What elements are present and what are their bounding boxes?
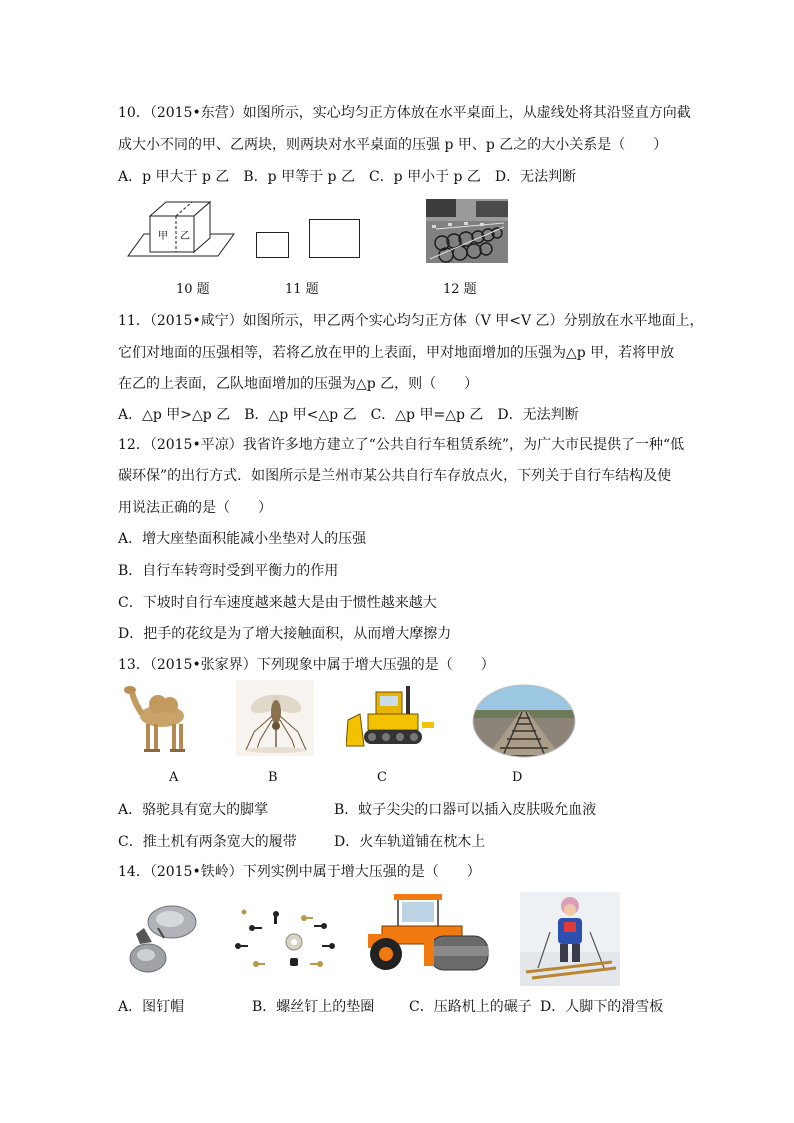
q14-option-c: C．压路机上的碾子 (409, 999, 532, 1015)
q14-stem: 14．（2015•铁岭）下列实例中属于增大压强的是（ ） (118, 864, 481, 880)
skier-image (520, 892, 620, 986)
q11-stem-line3: 在乙的上表面，乙队地面增加的压强为△p 乙，则（ ） (118, 376, 479, 392)
q12-option-a: A．增大座垫面积能减小坐垫对人的压强 (118, 531, 367, 547)
q13-option-b: B．蚊子尖尖的口器可以插入皮肤吸允血液 (334, 802, 597, 818)
thumbtack-image (122, 898, 202, 978)
q10-options: A．p 甲大于 p 乙 B．p 甲等于 p 乙 C．p 甲小于 p 乙 D．无法判断 (118, 169, 577, 185)
q13-label-a: A (169, 770, 179, 785)
q11-stem-line2: 它们对地面的压强相等，若将乙放在甲的上表面，甲对地面增加的压强为△p 甲，若将甲放 (118, 345, 675, 361)
caption-10: 10 题 (176, 282, 210, 297)
q13-option-d: D．火车轨道铺在枕木上 (334, 834, 486, 850)
bulldozer-image (346, 684, 436, 754)
small-cube-jia (256, 232, 289, 258)
caption-12: 12 题 (443, 282, 477, 297)
cube-label-jia: 甲 (158, 231, 168, 242)
q13-option-a: A．骆驼具有宽大的脚掌 (118, 802, 269, 818)
q12-stem-line1: 12．（2015•平凉）我省许多地方建立了“公共自行车租赁系统”，为广大市民提供了一种“低 (118, 437, 685, 453)
road-roller-image (358, 890, 494, 974)
screws-washer-image (228, 904, 344, 974)
q13-label-d: D (512, 770, 523, 785)
q12-stem-line3: 用说法正确的是（ ） (118, 500, 272, 516)
large-cube-yi (309, 219, 360, 258)
q12-option-c: C．下坡时自行车速度越来越大是由于惯性越来越大 (118, 595, 437, 611)
bicycle-parking-photo (426, 199, 508, 263)
q13-label-b: B (268, 770, 278, 785)
q10-stem-line2: 成大小不同的甲、乙两块，则两块对水平桌面的压强 p 甲、p 乙之的大小关系是（ ） (118, 137, 668, 153)
q14-option-b: B．螺丝钉上的垫圈 (252, 999, 375, 1015)
cube-label-yi: 乙 (180, 231, 190, 242)
q14-option-d: D．人脚下的滑雪板 (540, 999, 664, 1015)
railway-track-image (472, 684, 576, 758)
cube-on-table-figure (120, 198, 235, 262)
q13-stem: 13．（2015•张家界）下列现象中属于增大压强的是（ ） (118, 657, 495, 673)
q12-option-b: B．自行车转弯时受到平衡力的作用 (118, 563, 339, 579)
q11-stem-line1: 11．（2015•咸宁）如图所示，甲乙两个实心均匀正方体（V 甲<V 乙）分别放在水平地面上， (118, 313, 704, 329)
q12-option-d: D．把手的花纹是为了增大接触面积，从而增大摩擦力 (118, 626, 452, 642)
q10-stem-line1: 10．（2015•东营）如图所示，实心均匀正方体放在水平桌面上，从虚线处将其沿竖直方向截 (118, 105, 691, 121)
q11-options: A．△p 甲>△p 乙 B．△p 甲<△p 乙 C．△p 甲=△p 乙 D．无法判断 (118, 407, 579, 423)
q13-label-c: C (377, 770, 387, 785)
q13-option-c: C．推土机有两条宽大的履带 (118, 834, 297, 850)
q14-option-a: A．图钉帽 (118, 999, 185, 1015)
caption-11: 11 题 (285, 282, 319, 297)
q12-stem-line2: 碳环保”的出行方式．如图所示是兰州市某公共自行车存放点火，下列关于自行车结构及使 (118, 468, 672, 484)
mosquito-image (236, 680, 314, 756)
camel-image (122, 680, 200, 756)
